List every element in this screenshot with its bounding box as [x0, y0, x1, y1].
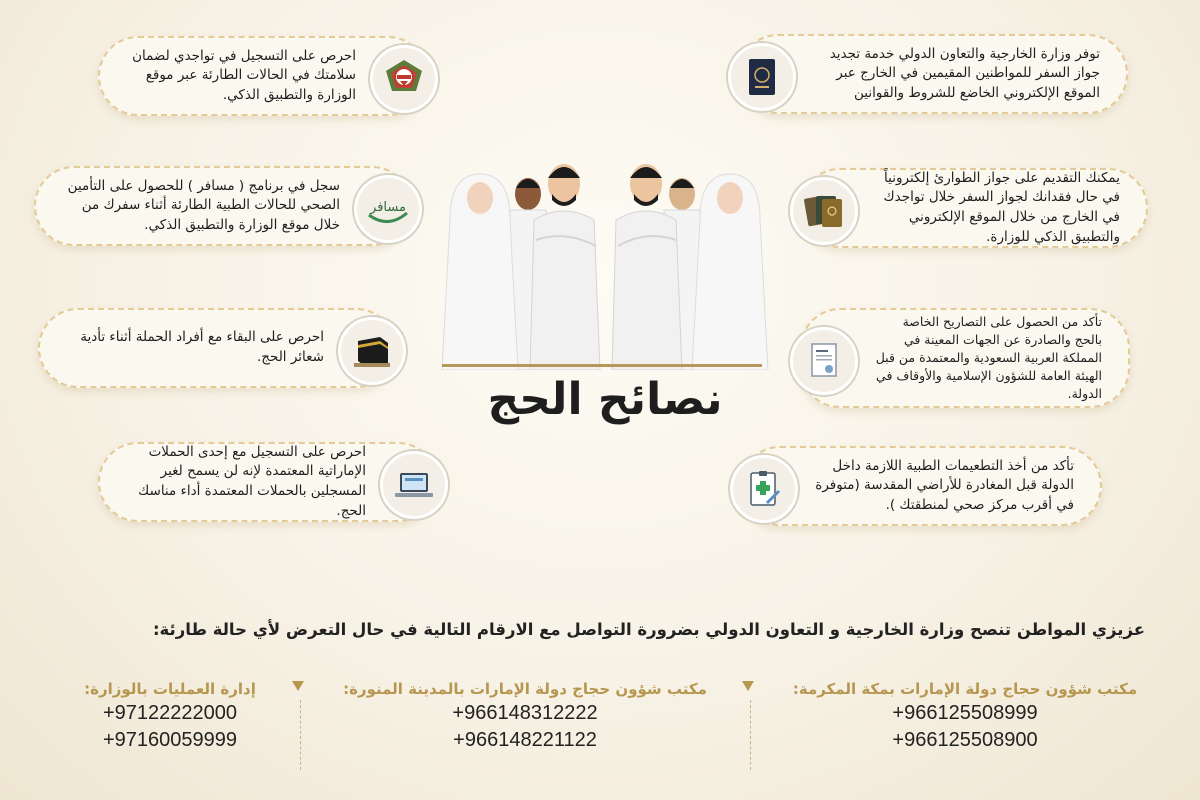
- tip-text: يمكنك التقديم على جواز الطوارئ إلكترونياً في حال فقدانك لجواز السفر خلال تواجدك في الخارج من خلال الموقع الإلكتروني والتطبيق الذكي للوزارة.: [883, 169, 1120, 245]
- medical-form-icon: [730, 455, 798, 523]
- musafir-logo-icon: [354, 175, 422, 243]
- contact-operations: [60, 680, 280, 752]
- phone-number[interactable]: +966125508999: [892, 702, 1038, 724]
- contact-madinah: [320, 680, 730, 752]
- tawajudi-map-pin-icon: [370, 45, 438, 113]
- phone-number[interactable]: +97122222000: [102, 702, 238, 724]
- title-underline: [442, 364, 762, 367]
- passports-icon: [790, 177, 858, 245]
- tip-card-musafir: [34, 166, 412, 246]
- tip-card-tawajudi: [98, 36, 428, 116]
- tip-card-vaccinations: [740, 446, 1102, 526]
- triangle-marker-icon: [292, 681, 304, 691]
- triangle-marker-icon: [742, 681, 754, 691]
- pilgrims-illustration: [440, 150, 770, 370]
- column-divider: [300, 700, 301, 770]
- phone-number[interactable]: +97160059999: [102, 729, 238, 751]
- tip-text: سجل في برنامج ( مسافر ) للحصول على التأمين الصحي للحالات الطبية الطارئة أثناء سفرك من خلال موقع الوزارة والتطبيق الذكي.: [67, 177, 340, 233]
- page-title: نصائح الحج: [487, 374, 723, 425]
- tip-text: تأكد من أخذ التطعيمات الطبية اللازمة داخل الدولة قبل المغادرة للأراضي المقدسة (متوفرة في أقرب مركز صحي لمنطقتك ).: [815, 457, 1074, 513]
- phone-number[interactable]: +966148312222: [452, 702, 598, 724]
- tip-text: احرص على التسجيل في تواجدي لضمان سلامتك في الحالات الطارئة عبر موقع الوزارة والتطبيق الذكي.: [132, 47, 356, 103]
- phone-number[interactable]: +966125508900: [892, 729, 1038, 751]
- contact-label: مكتب شؤون حجاج دولة الإمارات بالمدينة المنورة:: [343, 680, 707, 698]
- emergency-notice: عزيزي المواطن تنصح وزارة الخارجية و التعاون الدولي بضرورة التواصل مع الارقام التالية في حال التعرض لأي حالة طارئة:: [152, 620, 1145, 639]
- tip-card-permits: [800, 308, 1130, 408]
- passport-icon: [728, 43, 796, 111]
- contact-label: إدارة العمليات بالوزارة:: [84, 680, 256, 698]
- musafir-logo-label: مسافر: [370, 200, 406, 215]
- tip-card-group: [38, 308, 396, 388]
- certificate-document-icon: [790, 327, 858, 395]
- pilgrim-woman-right: [692, 174, 768, 370]
- pilgrim-woman-left: [442, 174, 518, 370]
- tip-text: احرص على التسجيل مع إحدى الحملات الإماراتية المعتمدة لإنه لن يسمح لغير المسجلين بالحملات المعتمدة أداء مناسك الحج.: [138, 443, 366, 519]
- tip-card-campaign: [98, 442, 438, 522]
- tip-card-passport-renewal: [738, 34, 1128, 114]
- column-divider: [750, 700, 751, 770]
- kaaba-icon: [338, 317, 406, 385]
- contact-makkah: [770, 680, 1160, 752]
- laptop-icon: [380, 451, 448, 519]
- contact-label: مكتب شؤون حجاج دولة الإمارات بمكة المكرمة:: [792, 680, 1138, 698]
- tip-text: احرص على البقاء مع أفراد الحملة أثناء تأدية شعائر الحج.: [80, 329, 324, 365]
- tip-text: توفر وزارة الخارجية والتعاون الدولي خدمة تجديد جواز السفر للمواطنين المقيمين في الخارج عبر الموقع الإلكتروني الخاضع للشروط والقوانين: [829, 45, 1100, 101]
- tip-text: تأكد من الحصول على التصاريح الخاصة بالحج والصادرة عن الجهات المعينة في المملكة العربية السعودية والمعتمدة من قبل الهيئة العامة للشؤون الإسلامية والأوقاف في الدولة.: [875, 313, 1102, 402]
- tip-card-emergency-passport: [800, 168, 1148, 248]
- phone-number[interactable]: +966148221122: [453, 729, 597, 751]
